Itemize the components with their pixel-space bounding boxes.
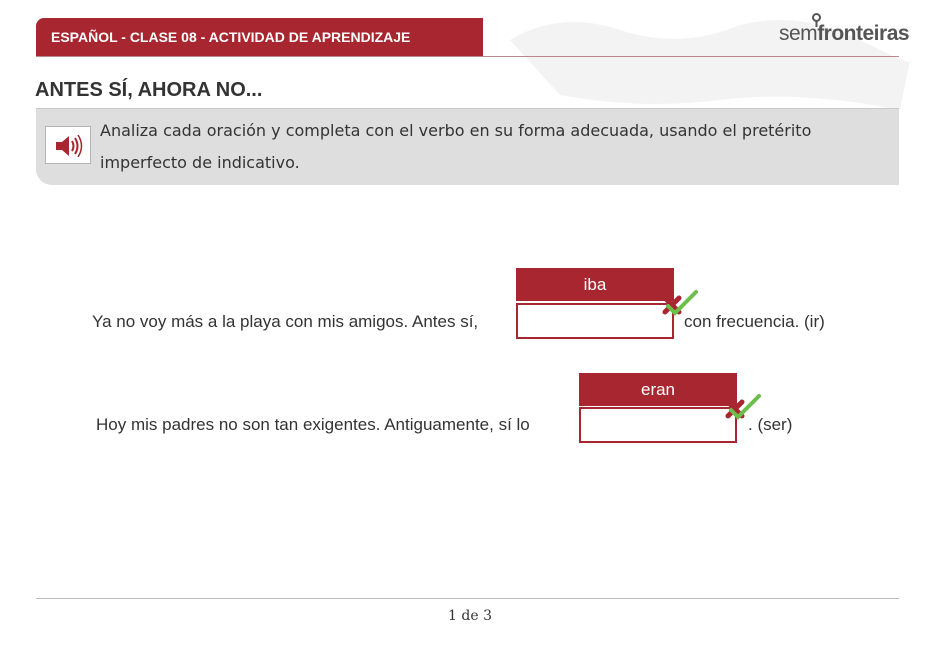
footer-divider [36,598,899,599]
pagination-indicator: 1 de 3 [448,608,492,624]
exercise-1-text-after: con frecuencia. (ir) [684,312,825,331]
audio-play-button[interactable] [45,126,91,164]
semfronteiras-logo [779,22,909,46]
logo-text-sem: sem [779,22,818,45]
exercise-2-answer-input[interactable] [579,407,737,443]
header-divider [36,56,899,57]
exercise-2-text-after: . (ser) [748,415,793,434]
logo-text-fronteiras: fronteiras [817,22,910,45]
page-title: ANTES SÍ, AHORA NO... [35,79,263,101]
course-header: ESPAÑOL - CLASE 08 - ACTIVIDAD DE APRENDIZAJE [36,18,483,57]
location-pin-icon [812,13,821,27]
exercise-2-correct-answer: eran [579,373,737,406]
exercise-1-answer-input[interactable] [516,303,674,339]
exercise-1-text-before: Ya no voy más a la playa con mis amigos. Antes sí, [92,312,479,331]
exercise-1-correct-answer: iba [516,268,674,301]
exercise-2-text-before: Hoy mis padres no son tan exigentes. Antiguamente, sí lo [96,415,530,434]
world-map-decoration [500,0,920,120]
speaker-icon [54,135,84,157]
instructions-text: Analiza cada oración y completa con el verbo en su forma adecuada, usando el pretérito imperfecto de indicativo. [100,121,812,172]
instructions-panel [36,109,899,185]
